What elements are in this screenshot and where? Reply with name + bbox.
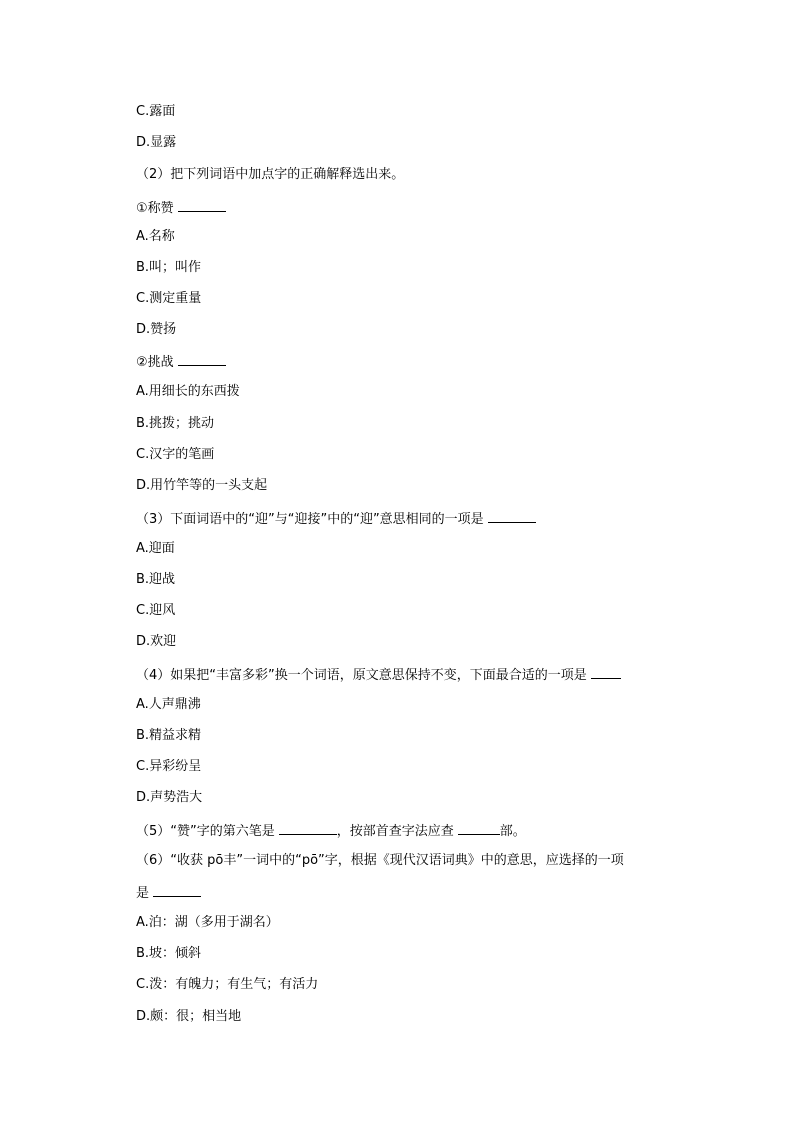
- q2-prompt: （2）把下列词语中加点字的正确解释选出来。: [136, 167, 405, 182]
- q6-prompt-line2-row: [136, 882, 696, 902]
- q5-text-part1: （5）“赞”字的第六笔是: [136, 824, 275, 839]
- q2-sub1-option-d: D.赞扬: [136, 322, 177, 337]
- q5-text-part3: 部。: [499, 824, 526, 839]
- q4-prompt-row: [136, 664, 696, 684]
- q2-sub1-option-c: C.测定重量: [136, 291, 202, 306]
- q3-option-a: A.迎面: [136, 541, 175, 556]
- q2-sub2-option-d: D.用竹竿等的一头支起: [136, 478, 268, 493]
- q3-answer-blank[interactable]: [488, 508, 536, 523]
- q2-sub1-answer-blank[interactable]: [178, 197, 226, 212]
- q5-text-part2: ，按部首查字法应查: [336, 824, 454, 839]
- q2-sub2-option-b: B.挑拨；挑动: [136, 416, 215, 431]
- q2-sub1-row: [136, 197, 696, 217]
- q4-option-a: A.人声鼎沸: [136, 697, 201, 712]
- q6-option-a: A.泊：湖（多用于湖名）: [136, 915, 279, 930]
- q6-prompt-line2: 是: [136, 886, 150, 901]
- q2-sub2-option-a: A.用细长的东西拨: [136, 384, 240, 399]
- q3-prompt: （3）下面词语中的“迎”与“迎接”中的“迎”意思相同的一项是: [136, 512, 484, 527]
- q3-option-d: D.欢迎: [136, 634, 177, 649]
- q2-sub1-option-a: A.名称: [136, 229, 175, 244]
- q6-option-d: D.颇：很；相当地: [136, 1009, 242, 1024]
- q5-row: [136, 820, 696, 840]
- q1-option-c: C.露面: [136, 104, 176, 119]
- q2-sub2-answer-blank[interactable]: [178, 351, 226, 366]
- q1-option-d: D.显露: [136, 135, 177, 150]
- q6-answer-blank[interactable]: [153, 882, 201, 897]
- q3-prompt-row: [136, 508, 696, 528]
- q5-radical-blank[interactable]: [458, 820, 500, 835]
- q6-prompt-line1: （6）“收获 pō丰”一词中的“pō”字，根据《现代汉语词典》中的意思，应选择的一项: [136, 853, 624, 868]
- q2-sub2-row: [136, 351, 696, 371]
- q5-stroke-blank[interactable]: [279, 820, 337, 835]
- q4-option-b: B.精益求精: [136, 728, 202, 743]
- q4-prompt: （4）如果把“丰富多彩”换一个词语，原文意思保持不变，下面最合适的一项是: [136, 668, 587, 683]
- q6-option-b: B.坡：倾斜: [136, 946, 202, 961]
- q3-option-b: B.迎战: [136, 572, 176, 587]
- q4-answer-blank[interactable]: [591, 664, 621, 679]
- q2-sub2-option-c: C.汉字的笔画: [136, 447, 215, 462]
- q2-sub2-label: ②挑战: [136, 355, 174, 370]
- q6-option-c: C.泼：有魄力；有生气；有活力: [136, 977, 319, 992]
- q4-option-d: D.声势浩大: [136, 790, 203, 805]
- q3-option-c: C.迎风: [136, 603, 176, 618]
- q2-sub1-option-b: B.叫；叫作: [136, 260, 202, 275]
- q4-option-c: C.异彩纷呈: [136, 759, 202, 774]
- q2-sub1-label: ①称赞: [136, 201, 174, 216]
